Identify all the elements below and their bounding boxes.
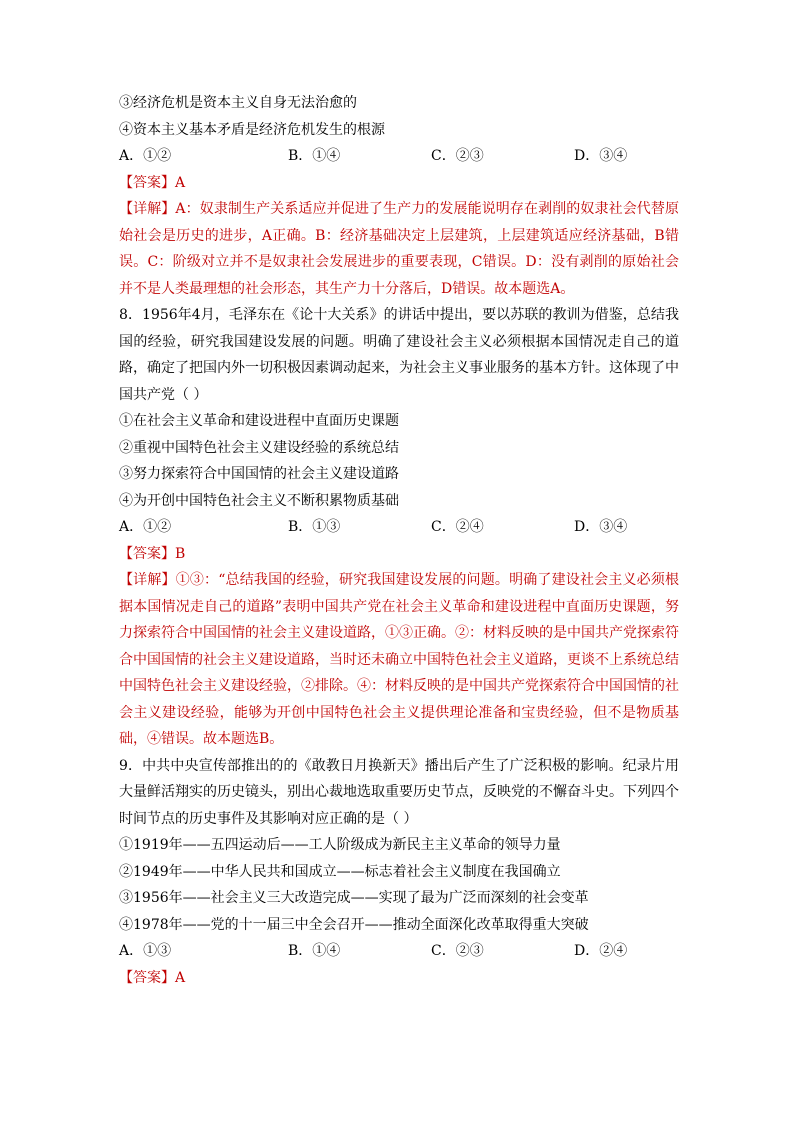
q9-stem: 9．中共中央宣传部推出的的《敢教日月换新天》播出后产生了广泛积极的影响。纪录片用大量鲜活翔实的历史镜头，别出心裁地选取重要历史节点，反映党的不懈奋斗史。下列四个时间节点的历史事件及其影响对应正确的是（ ）: [119, 757, 679, 827]
q9-item-3: ③1956年——社会主义三大改造完成——实现了最为广泛而深刻的社会变革: [119, 890, 589, 906]
q7-options: [119, 143, 679, 170]
q9-item-4: ④1978年——党的十一届三中全会召开——推动全面深化改革取得重大突破: [119, 916, 589, 933]
answer-label: 【答案】: [119, 174, 175, 191]
q8-answer: [119, 541, 679, 568]
document-page: [119, 90, 679, 991]
q9-option-b: B．①④: [288, 943, 341, 959]
detail-label: 【详解】: [119, 201, 176, 217]
q9-item-1: ①1919年——五四运动后——工人阶级成为新民主主义革命的领导力量: [119, 837, 561, 853]
q7-option-a: A．①②: [119, 148, 172, 164]
q7-option-d: D．③④: [574, 148, 628, 164]
q8-option-c: C．②④: [431, 519, 484, 535]
answer-value: A: [175, 174, 186, 191]
q9-item-2: ②1949年——中华人民共和国成立——标志着社会主义制度在我国确立: [119, 863, 561, 880]
detail-text: ①③：“总结我国的经验，研究我国建设发展的问题。明确了建设社会主义必须根据本国情况走自己的道路”表明中国共产党在社会主义革命和建设进程中直面历史课题，努力探索符合中国国情的社会主义建设道路，①③正确。②：材料反映的是中国共产党探索符合中国国情的社会主义建设道路，当时还未确立中国特色社会主义道路，更谈不上系统总结中国特色社会主义建设经验，②排除。④：材料反映的是中国共产党探索符合中国国情的社会主义建设经验，能够为开创中国特色社会主义提供理论准备和宝贵经验，但不是物质基础，④错误。故本题选B。: [119, 572, 680, 747]
q9-option-d: D．②④: [574, 943, 628, 959]
q8-option-b: B．①③: [288, 519, 341, 535]
q8-detail: [119, 567, 679, 753]
q7-option-b: B．①④: [288, 148, 341, 164]
q7-option-c: C．②③: [431, 148, 484, 164]
q8-item-4: ④为开创中国特色社会主义不断积累物质基础: [119, 492, 399, 509]
answer-label: 【答案】: [119, 545, 175, 562]
q8-option-d: D．③④: [574, 519, 628, 535]
q8-options: [119, 514, 679, 541]
q9-options: [119, 938, 679, 965]
q7-detail: [119, 196, 679, 302]
q7-item-4: ④资本主义基本矛盾是经济危机发生的根源: [119, 121, 385, 138]
answer-label: 【答案】: [119, 969, 175, 986]
q8-item-3: ③努力探索符合中国国情的社会主义建设道路: [119, 466, 399, 482]
answer-value: B: [175, 545, 186, 562]
detail-label: 【详解】: [119, 572, 176, 588]
q8-option-a: A．①②: [119, 519, 172, 535]
q7-answer: [119, 170, 679, 197]
q8-stem: 8．1956年4月，毛泽东在《论十大关系》的讲话中提出，要以苏联的教训为借鉴，总结我国的经验，研究我国建设发展的问题。明确了建设社会主义必须根据本国情况走自己的道路，确定了把国内外一切积极因素调动起来，为社会主义事业服务的基本方针。这体现了中国共产党（ ）: [119, 307, 679, 403]
q9-option-c: C．②③: [431, 943, 484, 959]
q9-answer: [119, 965, 679, 992]
q7-item-3: ③经济危机是资本主义自身无法治愈的: [119, 95, 357, 111]
q9-option-a: A．①③: [119, 943, 172, 959]
answer-value: A: [175, 969, 186, 986]
detail-text: A：奴隶制生产关系适应并促进了生产力的发展能说明存在剥削的奴隶社会代替原始社会是历史的进步，A正确。B：经济基础决定上层建筑，上层建筑适应经济基础，B错误。C：阶级对立并不是奴隶社会发展进步的重要表现，C错误。D：没有剥削的原始社会并不是人类最理想的社会形态，其生产力十分落后，D错误。故本题选A。: [119, 201, 680, 297]
q8-item-1: ①在社会主义革命和建设进程中直面历史课题: [119, 413, 399, 429]
q8-item-2: ②重视中国特色社会主义建设经验的系统总结: [119, 439, 399, 456]
